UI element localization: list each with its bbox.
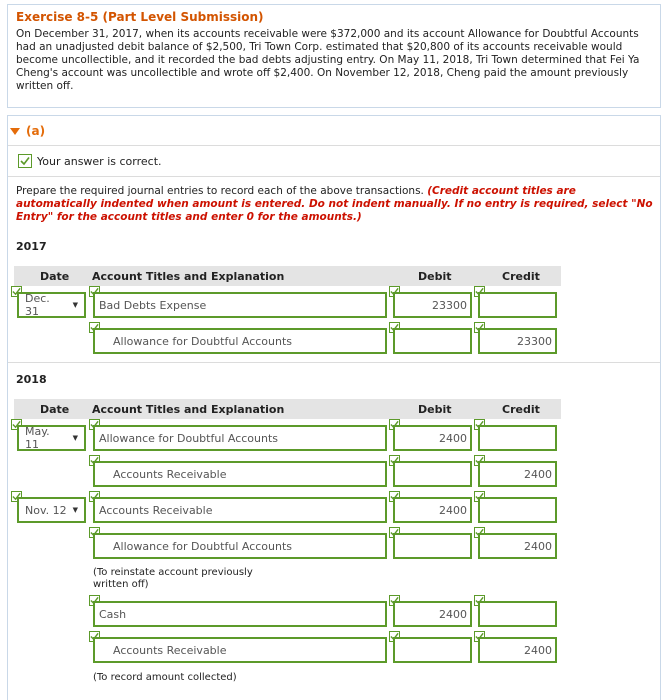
account-input[interactable]: Accounts Receivable [93,461,387,487]
explanation-note: (To record amount collected) [93,672,237,683]
journal-header [14,266,561,286]
debit-input[interactable] [393,328,472,354]
problem-statement [7,4,661,108]
check-icon [18,154,32,168]
instructions-plain: Prepare the required journal entries to record each of the above transactions. [16,185,428,197]
credit-input[interactable] [478,292,557,318]
credit-input[interactable]: 2400 [478,533,557,559]
col-credit: Credit [502,403,540,416]
feedback-text: Your answer is correct. [37,154,162,168]
debit-input[interactable] [393,637,472,663]
debit-input[interactable] [393,461,472,487]
col-account: Account Titles and Explanation [92,403,285,416]
exercise-title: Exercise 8-5 (Part Level Submission) [16,10,264,24]
dropdown-arrow-icon: ▼ [72,506,78,514]
instructions [16,185,656,224]
credit-input[interactable]: 23300 [478,328,557,354]
account-input[interactable]: Accounts Receivable [93,637,387,663]
debit-input[interactable]: 2400 [393,601,472,627]
account-input[interactable]: Cash [93,601,387,627]
part-a-toggle[interactable] [10,124,45,138]
dropdown-arrow-icon: ▼ [72,301,78,309]
instructions-emphasis: (Credit account titles are automatically indented when amount is entered. Do not indent manually. If no entry is required, select "No Entry" for the account titles and enter 0 for the amounts.) [16,185,653,223]
date-select[interactable]: Nov. 12 ▼ [17,497,86,523]
account-input[interactable]: Allowance for Doubtful Accounts [93,425,387,451]
divider [8,176,660,177]
part-label: (a) [26,124,46,138]
journal-header [14,399,561,419]
account-input[interactable]: Allowance for Doubtful Accounts [93,533,387,559]
col-debit: Debit [418,270,452,283]
date-select[interactable]: Dec. 31 ▼ [17,292,86,318]
debit-input[interactable] [393,533,472,559]
date-select[interactable]: May. 11 ▼ [17,425,86,451]
dropdown-arrow-icon: ▼ [72,434,78,442]
year-label: 2017 [16,240,47,253]
credit-input[interactable] [478,601,557,627]
debit-input[interactable]: 2400 [393,497,472,523]
credit-input[interactable]: 2400 [478,637,557,663]
expand-triangle-icon [10,128,20,135]
account-input[interactable]: Allowance for Doubtful Accounts [93,328,387,354]
credit-input[interactable] [478,425,557,451]
divider [8,362,660,363]
col-date: Date [40,403,70,416]
debit-input[interactable]: 2400 [393,425,472,451]
col-credit: Credit [502,270,540,283]
account-input[interactable]: Accounts Receivable [93,497,387,523]
credit-input[interactable] [478,497,557,523]
debit-input[interactable]: 23300 [393,292,472,318]
account-input[interactable]: Bad Debts Expense [93,292,387,318]
feedback-correct [18,154,162,168]
problem-text: On December 31, 2017, when its accounts receivable were $372,000 and its account Allowance for Doubtful Accounts had an unadjusted debit balance of $2,500, Tri Town Corp. estimated that $20,800 of its accounts receivable would become uncollectible, and it recorded the bad debts adjusting entry. On May 11, 2018, Tri Town determined that Fei Ya Cheng's account was uncollectible and wrote off $2,400. On November 12, 2018, Cheng paid the amount previously written off. [16,28,640,92]
credit-input[interactable]: 2400 [478,461,557,487]
col-date: Date [40,270,70,283]
col-account: Account Titles and Explanation [92,270,285,283]
explanation-note: (To reinstate account previously written off) [93,567,253,590]
year-label: 2018 [16,373,47,386]
divider [8,145,660,146]
col-debit: Debit [418,403,452,416]
